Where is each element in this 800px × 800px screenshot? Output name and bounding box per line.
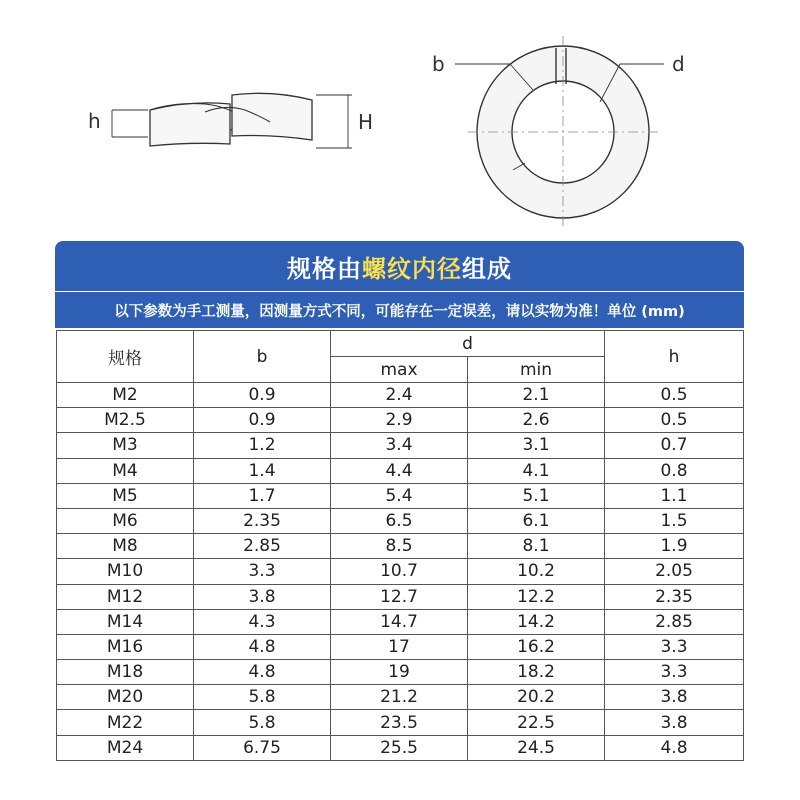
washer-side-view [112, 93, 352, 148]
d-min-cell: 4.1 [468, 458, 605, 483]
d-max-cell: 6.5 [331, 508, 468, 533]
header-d-min: min [468, 357, 605, 383]
spec-cell: M14 [57, 609, 194, 634]
d-min-cell: 22.5 [468, 710, 605, 735]
spec-table [56, 330, 744, 761]
spec-cell: M10 [57, 559, 194, 584]
title-highlight: 螺纹内径 [362, 254, 462, 283]
d-max-cell: 3.4 [331, 433, 468, 458]
b-cell: 2.35 [194, 508, 331, 533]
table-row [57, 433, 744, 458]
table-row [57, 634, 744, 659]
d-max-cell: 2.4 [331, 383, 468, 408]
washer-diagram [0, 0, 800, 240]
d-min-cell: 3.1 [468, 433, 605, 458]
d-min-cell: 8.1 [468, 534, 605, 559]
spec-cell: M12 [57, 584, 194, 609]
title-suffix: 组成 [462, 254, 512, 283]
h-cell: 0.5 [605, 408, 744, 433]
measurement-note: 以下参数为手工测量，因测量方式不同，可能存在一定误差，请以实物为准！单位 (mm) [55, 292, 744, 328]
header-d-max: max [331, 357, 468, 383]
d-min-cell: 12.2 [468, 584, 605, 609]
b-cell: 3.3 [194, 559, 331, 584]
h-cell: 2.35 [605, 584, 744, 609]
h-cell: 0.7 [605, 433, 744, 458]
h-cell: 0.8 [605, 458, 744, 483]
b-cell: 0.9 [194, 383, 331, 408]
b-cell: 1.7 [194, 483, 331, 508]
h-cell: 1.5 [605, 508, 744, 533]
h-cell: 0.5 [605, 383, 744, 408]
d-min-cell: 2.1 [468, 383, 605, 408]
h-cell: 2.05 [605, 559, 744, 584]
h-cell: 3.3 [605, 660, 744, 685]
table-row [57, 559, 744, 584]
d-max-cell: 14.7 [331, 609, 468, 634]
label-h: h [88, 109, 101, 133]
h-cell: 4.8 [605, 735, 744, 760]
d-min-cell: 2.6 [468, 408, 605, 433]
b-cell: 4.3 [194, 609, 331, 634]
spec-cell: M3 [57, 433, 194, 458]
table-row [57, 534, 744, 559]
d-max-cell: 23.5 [331, 710, 468, 735]
b-cell: 5.8 [194, 710, 331, 735]
spec-cell: M22 [57, 710, 194, 735]
spec-cell: M4 [57, 458, 194, 483]
table-row [57, 458, 744, 483]
table-row [57, 735, 744, 760]
table-header [57, 331, 744, 383]
d-max-cell: 17 [331, 634, 468, 659]
b-cell: 4.8 [194, 634, 331, 659]
d-max-cell: 12.7 [331, 584, 468, 609]
header-d: d [331, 331, 605, 357]
spec-cell: M24 [57, 735, 194, 760]
d-max-cell: 8.5 [331, 534, 468, 559]
spec-cell: M18 [57, 660, 194, 685]
table-title [55, 241, 744, 291]
table-row [57, 609, 744, 634]
b-cell: 4.8 [194, 660, 331, 685]
table-row [57, 660, 744, 685]
table-row [57, 383, 744, 408]
label-H: H [358, 110, 374, 134]
b-cell: 3.8 [194, 584, 331, 609]
b-cell: 6.75 [194, 735, 331, 760]
washer-top-view [455, 36, 664, 228]
h-cell: 3.8 [605, 710, 744, 735]
b-cell: 2.85 [194, 534, 331, 559]
spec-cell: M5 [57, 483, 194, 508]
h-cell: 1.1 [605, 483, 744, 508]
table-row [57, 710, 744, 735]
h-cell: 1.9 [605, 534, 744, 559]
table-row [57, 584, 744, 609]
table-row [57, 685, 744, 710]
b-cell: 0.9 [194, 408, 331, 433]
h-cell: 3.8 [605, 685, 744, 710]
d-min-cell: 20.2 [468, 685, 605, 710]
spec-cell: M8 [57, 534, 194, 559]
d-min-cell: 16.2 [468, 634, 605, 659]
spec-cell: M20 [57, 685, 194, 710]
d-min-cell: 10.2 [468, 559, 605, 584]
header-h: h [605, 331, 744, 383]
d-min-cell: 14.2 [468, 609, 605, 634]
spec-cell: M16 [57, 634, 194, 659]
header-spec: 规格 [57, 331, 194, 383]
d-max-cell: 21.2 [331, 685, 468, 710]
d-max-cell: 2.9 [331, 408, 468, 433]
label-b: b [432, 52, 445, 76]
table-row [57, 508, 744, 533]
b-cell: 1.4 [194, 458, 331, 483]
d-max-cell: 19 [331, 660, 468, 685]
spec-cell: M2.5 [57, 408, 194, 433]
b-cell: 1.2 [194, 433, 331, 458]
d-min-cell: 5.1 [468, 483, 605, 508]
spec-cell: M2 [57, 383, 194, 408]
table-row [57, 483, 744, 508]
d-max-cell: 10.7 [331, 559, 468, 584]
table-body [57, 383, 744, 761]
label-d: d [672, 52, 685, 76]
d-max-cell: 25.5 [331, 735, 468, 760]
table-row [57, 408, 744, 433]
d-min-cell: 6.1 [468, 508, 605, 533]
b-cell: 5.8 [194, 685, 331, 710]
d-min-cell: 24.5 [468, 735, 605, 760]
header-b: b [194, 331, 331, 383]
d-min-cell: 18.2 [468, 660, 605, 685]
d-max-cell: 5.4 [331, 483, 468, 508]
d-max-cell: 4.4 [331, 458, 468, 483]
h-cell: 3.3 [605, 634, 744, 659]
h-cell: 2.85 [605, 609, 744, 634]
spec-cell: M6 [57, 508, 194, 533]
title-prefix: 规格由 [287, 254, 362, 283]
